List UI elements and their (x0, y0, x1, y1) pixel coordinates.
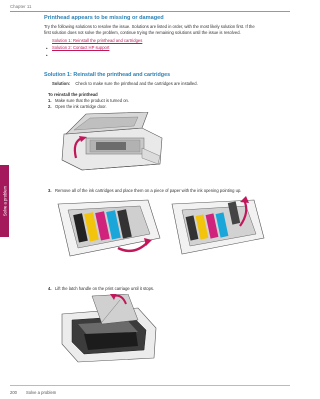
step-number: 1. (48, 98, 52, 103)
step-number: 4. (48, 286, 52, 291)
step-text: Open the ink cartridge door. (55, 104, 107, 109)
step-number: 2. (48, 104, 52, 109)
printer-door-open-illustration (56, 112, 168, 176)
step-number: 3. (48, 188, 52, 193)
footer-title: Solve a problem (26, 390, 57, 395)
cartridges-on-paper-illustration (170, 196, 266, 258)
side-tab-label: Solve a problem (2, 185, 7, 217)
section-title: Printhead appears to be missing or damaged (44, 15, 164, 21)
procedure-title: To reinstall the printhead (48, 92, 98, 97)
bullet-marker (46, 37, 49, 40)
intro-line-2: first solution does not solve the problem, continue trying the remaining solutions until the issue is resolved. (44, 30, 241, 35)
bullet-marker (46, 44, 49, 47)
solution-description: Check to make sure the printhead and the cartridges are installed. (75, 81, 198, 86)
intro-line-1: Try the following solutions to resolve the issue. Solutions are listed in order, with the most likely solution first. If the (44, 24, 255, 29)
header-divider (10, 11, 290, 12)
link-solution-1[interactable]: Solution 1: Reinstall the printhead and cartridges (52, 38, 143, 43)
solution-text (52, 81, 198, 87)
footer-divider (10, 385, 290, 386)
step-text: Make sure that the product is turned on. (55, 98, 130, 103)
link-solution-2[interactable]: Solution 2: Contact HP support (52, 45, 110, 50)
side-tab (0, 165, 9, 237)
chapter-label: Chapter 11 (10, 4, 32, 9)
cartridges-removal-illustration (56, 198, 162, 260)
solution-1-title: Solution 1: Reinstall the printhead and cartridges (44, 72, 171, 78)
step-text: Remove all of the ink cartridges and place them on a piece of paper with the ink opening pointing up. (55, 188, 242, 193)
solution-label: Solution: (52, 81, 71, 86)
step-text: Lift the latch handle on the print carriage until it stops. (55, 286, 155, 291)
page-number: 200 (10, 390, 17, 395)
carriage-latch-illustration (58, 294, 162, 364)
